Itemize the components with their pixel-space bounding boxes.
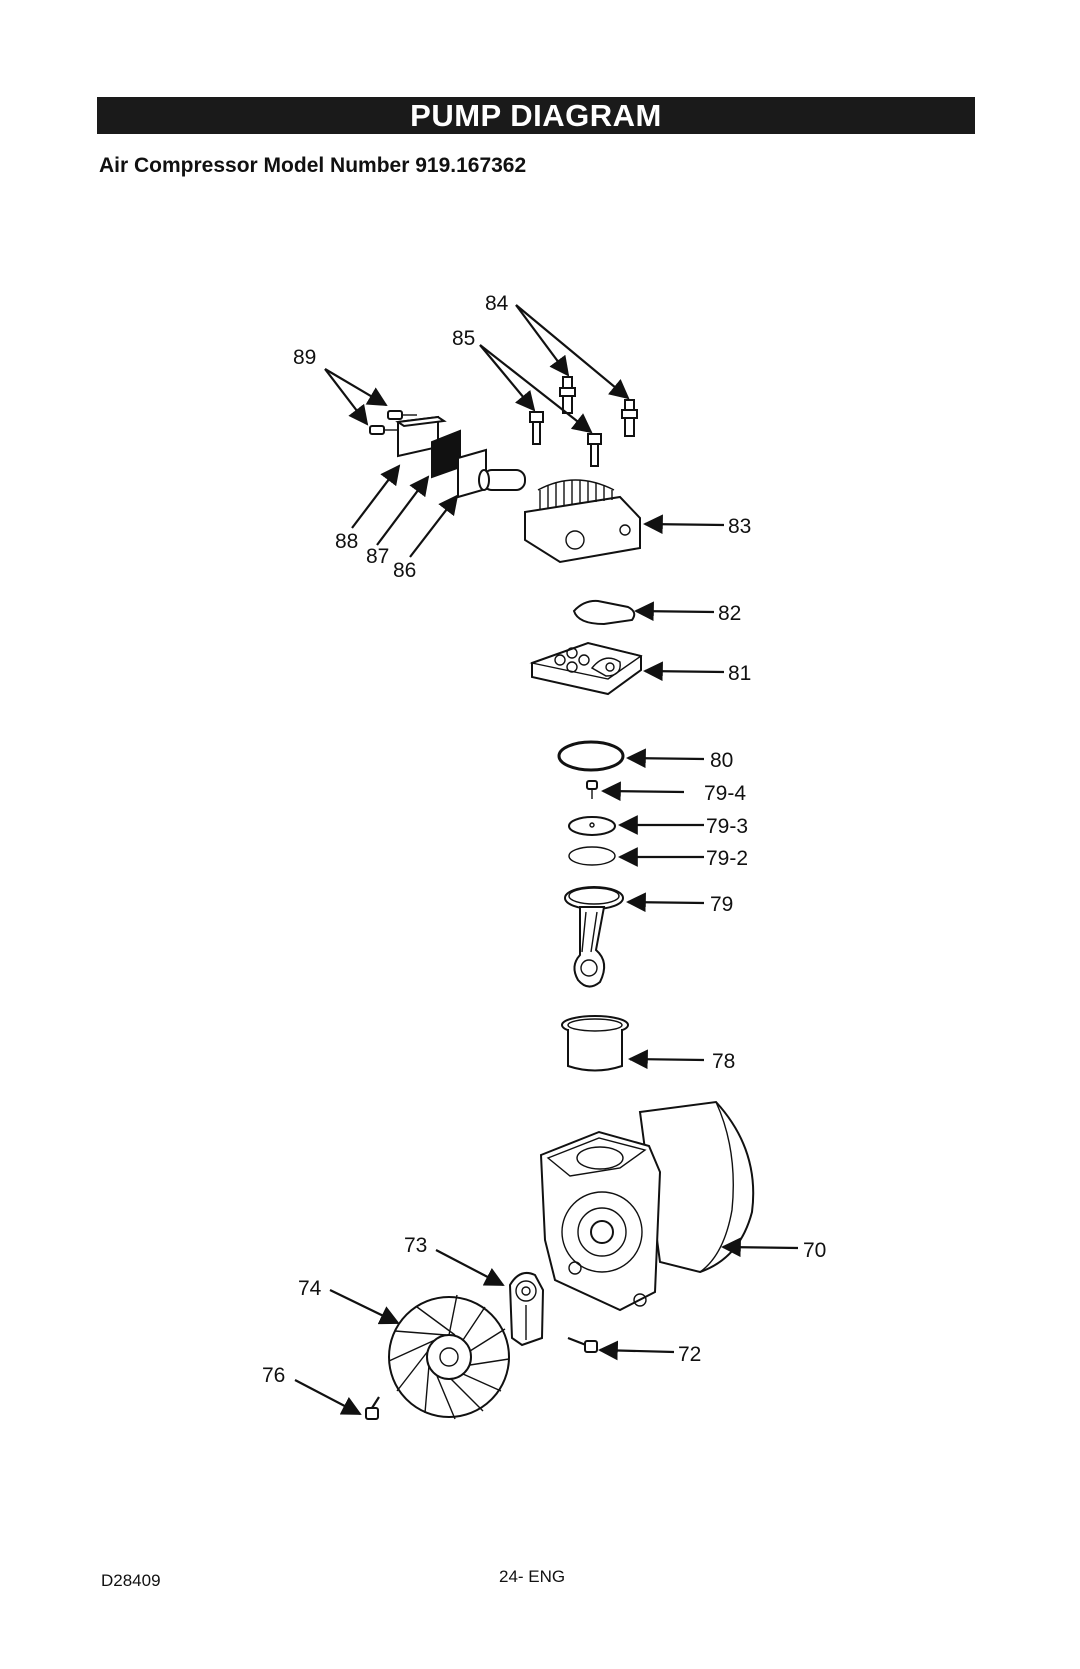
o-ring-80 (559, 742, 623, 770)
callout-86: 86 (393, 559, 417, 582)
eccentric-73 (510, 1273, 543, 1345)
screw-89-b (370, 426, 399, 434)
callout-82: 82 (718, 602, 742, 625)
callout-79-2: 79-2 (706, 847, 749, 870)
retainer-79-3 (569, 817, 615, 835)
callout-70: 70 (803, 1239, 827, 1262)
bolt-84-a (560, 377, 575, 413)
callout-83: 83 (728, 515, 752, 538)
callout-78: 78 (712, 1050, 736, 1073)
housing-86 (458, 450, 525, 497)
fan-74 (389, 1295, 509, 1419)
document-number: D28409 (101, 1571, 161, 1590)
screw-79-4 (587, 781, 597, 799)
bolt-84-b (622, 400, 637, 436)
callout-79-4: 79-4 (704, 782, 747, 805)
bolt-85-a (530, 412, 543, 444)
sleeve-78 (562, 1016, 628, 1071)
gasket-82 (574, 601, 634, 624)
cup-79-2 (569, 847, 615, 865)
callout-80: 80 (710, 749, 734, 772)
callout-79: 79 (710, 893, 734, 916)
callout-85: 85 (452, 327, 476, 350)
model-subtitle: Air Compressor Model Number 919.167362 (99, 154, 527, 177)
callout-89: 89 (293, 346, 317, 369)
bolt-85-b (588, 434, 601, 466)
callout-76: 76 (262, 1364, 286, 1387)
callout-74: 74 (298, 1277, 322, 1300)
callout-84: 84 (485, 292, 509, 315)
valve-plate-81 (532, 643, 641, 694)
callout-73: 73 (404, 1234, 428, 1257)
callout-88: 88 (335, 530, 359, 553)
page-number: 24- ENG (499, 1567, 566, 1586)
callout-81: 81 (728, 662, 752, 685)
screw-89-a (388, 411, 417, 419)
callout-72: 72 (678, 1343, 702, 1366)
bolt-72 (568, 1338, 597, 1352)
callout-79-3: 79-3 (706, 815, 749, 838)
page-title: PUMP DIAGRAM (97, 97, 975, 134)
connecting-rod-79 (565, 887, 623, 987)
cylinder-head-83 (525, 480, 640, 562)
bolt-76 (366, 1397, 379, 1419)
crankcase-motor-70 (541, 1102, 753, 1310)
callout-87: 87 (366, 545, 390, 568)
